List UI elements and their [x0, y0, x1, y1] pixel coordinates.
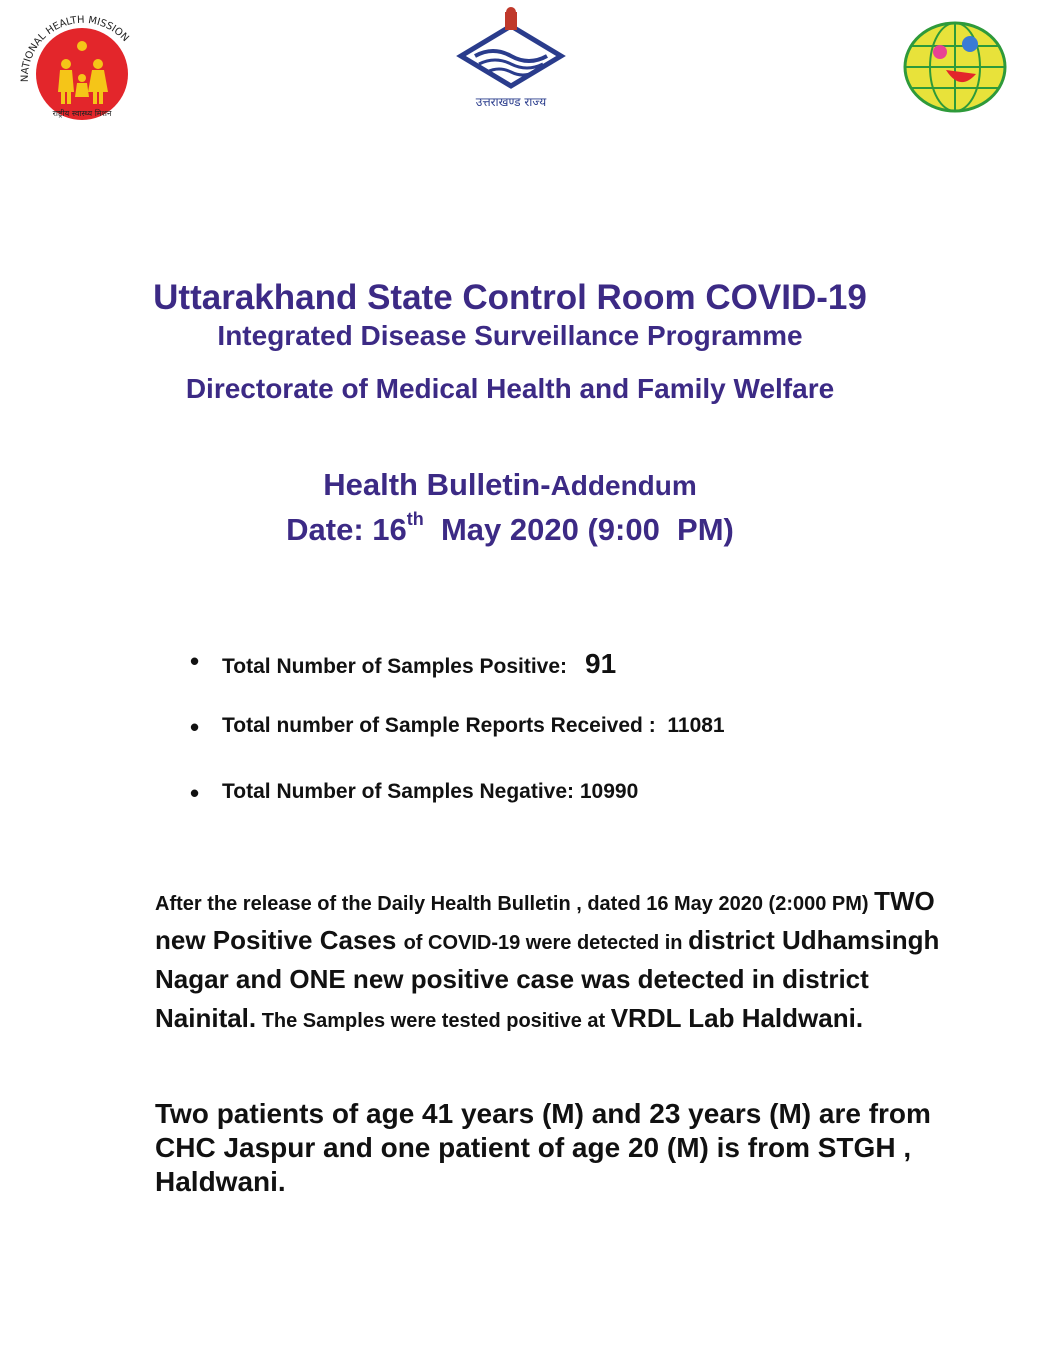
national-health-mission-logo	[16, 12, 150, 120]
reports-received-label: Total number of Sample Reports Received :	[222, 714, 656, 737]
paragraph1-detected: of COVID-19 were detected in	[403, 932, 689, 954]
paragraph1-intro: After the release of the Daily Health Bulletin , dated 16 May 2020 (2:000 PM)	[155, 893, 875, 915]
new-cases-paragraph	[155, 884, 945, 1040]
sample-statistics-list	[190, 648, 725, 846]
positive-samples-value: 91	[585, 648, 617, 679]
reports-received-value: 11081	[667, 714, 725, 737]
date-rest: May 2020 (9:00 PM)	[423, 512, 734, 547]
uttarakhand-hindi-caption: उत्तराखण्ड राज्य	[475, 95, 547, 109]
bulletin-title: Health Bulletin-	[323, 467, 551, 502]
paragraph1-new-cases: TWO new Positive Cases	[155, 886, 935, 955]
bulletin-heading	[0, 467, 1020, 503]
patient-details-paragraph: Two patients of age 41 years (M) and 23 years (M) are from CHC Jaspur and one patient of age 20 (M) is from STGH , Haldwani.	[155, 1098, 931, 1197]
list-item	[190, 714, 725, 780]
date-day: Date: 16	[286, 512, 407, 547]
paragraph1-tested: The Samples were tested positive at	[256, 1010, 611, 1032]
nhm-emblem-icon	[16, 12, 150, 120]
paragraph1-lab: VRDL Lab Haldwani.	[610, 1003, 864, 1033]
page-subtitle: Integrated Disease Surveillance Programme	[217, 320, 803, 351]
bulletin-addendum-label: Addendum	[550, 470, 697, 501]
list-item	[190, 780, 725, 846]
positive-samples-label: Total Number of Samples Positive:	[222, 655, 568, 678]
page-title: Uttarakhand State Control Room COVID-19	[153, 278, 867, 317]
idsp-globe-logo	[900, 20, 1010, 114]
uttarakhand-state-logo	[453, 4, 569, 112]
nhm-arc-text: NATIONAL HEALTH MISSION	[19, 14, 131, 83]
negative-samples-value: 10990	[579, 780, 639, 803]
list-item	[190, 648, 725, 714]
paragraph1-districts: district Udhamsingh Nagar and ONE new positive case was detected in district Nainital.	[155, 925, 940, 1033]
uttarakhand-emblem-icon	[453, 4, 569, 112]
date-day-suffix: th	[406, 508, 424, 529]
negative-samples-label: Total Number of Samples Negative:	[222, 780, 575, 803]
bulletin-date	[0, 508, 1020, 548]
directorate-heading: Directorate of Medical Health and Family Welfare	[185, 373, 835, 404]
globe-icon	[900, 20, 1010, 114]
nhm-hindi-caption: राष्ट्रीय स्वास्थ्य मिशन	[52, 109, 112, 118]
